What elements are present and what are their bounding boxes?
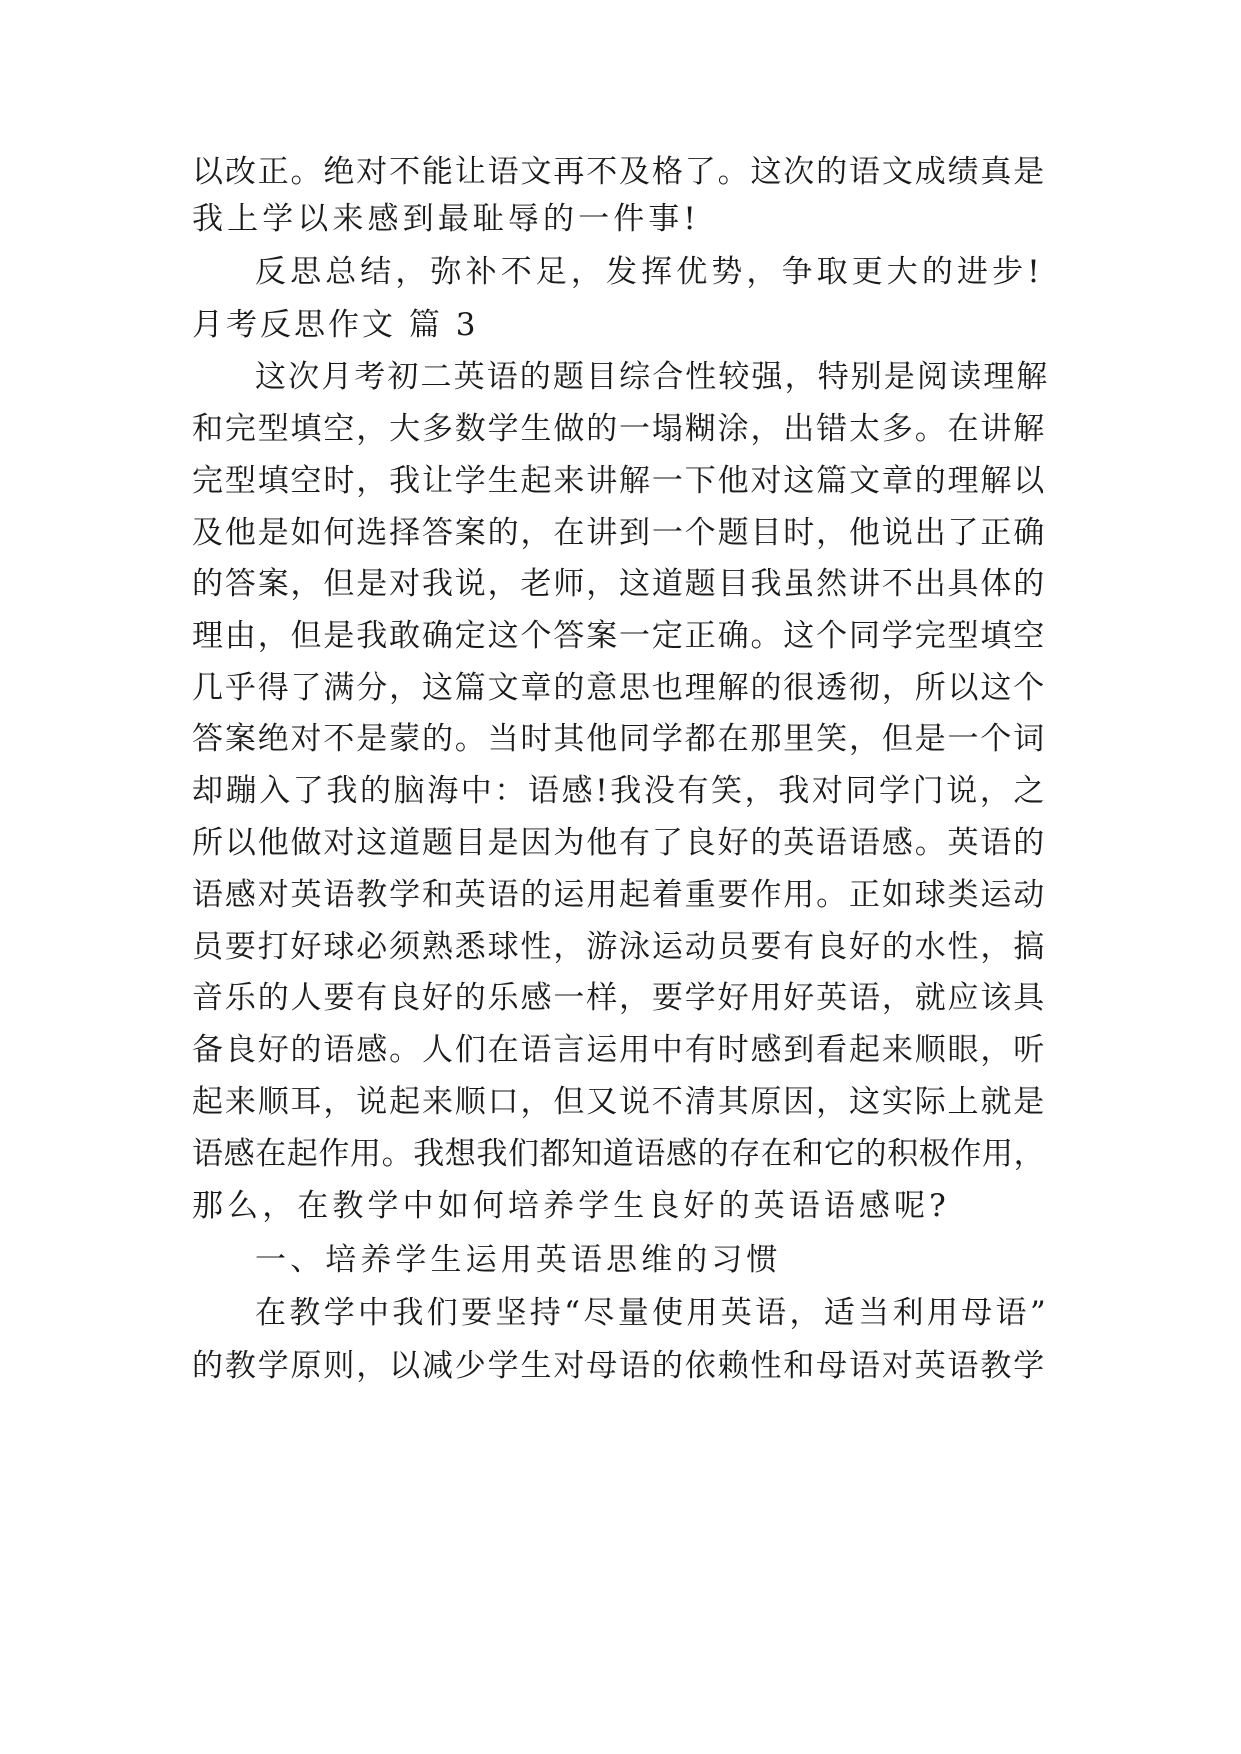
text-line: 及他是如何选择答案的，在讲到一个题目时，他说出了正确 xyxy=(192,515,1047,551)
text-line: 在教学中我们要坚持“尽量使用英语，适当利用母语” xyxy=(255,1295,1050,1331)
text-line: 完型填空时，我让学生起来讲解一下他对这篇文章的理解以 xyxy=(192,463,1047,499)
text-line: 和完型填空，大多数学生做的一塌糊涂，出错太多。在讲解 xyxy=(192,411,1047,447)
text-line: 几乎得了满分，这篇文章的意思也理解的很透彻，所以这个 xyxy=(192,670,1047,706)
text-line: 我上学以来感到最耻辱的一件事! xyxy=(192,201,700,237)
text-line: 备良好的语感。人们在语言运用中有时感到看起来顺眼，听 xyxy=(192,1032,1047,1068)
text-line: 这次月考初二英语的题目综合性较强，特别是阅读理解 xyxy=(255,359,1050,395)
text-line: 起来顺耳，说起来顺口，但又说不清其原因，这实际上就是 xyxy=(192,1084,1047,1120)
text-line: 反思总结，弥补不足，发挥优势，争取更大的进步! xyxy=(255,254,1044,290)
text-line: 语感对英语教学和英语的运用起着重要作用。正如球类运动 xyxy=(192,877,1047,913)
text-line: 语感在起作用。我想我们都知道语感的存在和它的积极作用， xyxy=(192,1136,1046,1172)
text-line: 理由，但是我敢确定这个答案一定正确。这个同学完型填空 xyxy=(192,618,1047,654)
section-heading: 月考反思作文 篇 3 xyxy=(192,307,479,343)
text-line: 以改正。绝对不能让语文再不及格了。这次的语文成绩真是 xyxy=(192,154,1047,190)
subsection-heading: 一、培养学生运用英语思维的习惯 xyxy=(255,1242,782,1278)
text-line: 却蹦入了我的脑海中：语感!我没有笑，我对同学门说，之 xyxy=(192,773,1048,809)
text-line: 的教学原则，以减少学生对母语的依赖性和母语对英语教学 xyxy=(192,1348,1047,1384)
text-line: 所以他做对这道题目是因为他有了良好的英语语感。英语的 xyxy=(192,825,1047,861)
text-line: 答案绝对不是蒙的。当时其他同学都在那里笑，但是一个词 xyxy=(192,721,1047,757)
text-line: 员要打好球必须熟悉球性，游泳运动员要有良好的水性，搞 xyxy=(192,929,1047,965)
text-line: 音乐的人要有良好的乐感一样，要学好用好英语，就应该具 xyxy=(192,980,1047,1016)
text-line: 的答案，但是对我说，老师，这道题目我虽然讲不出具体的 xyxy=(192,566,1047,602)
text-line: 那么，在教学中如何培养学生良好的英语语感呢? xyxy=(192,1188,950,1224)
